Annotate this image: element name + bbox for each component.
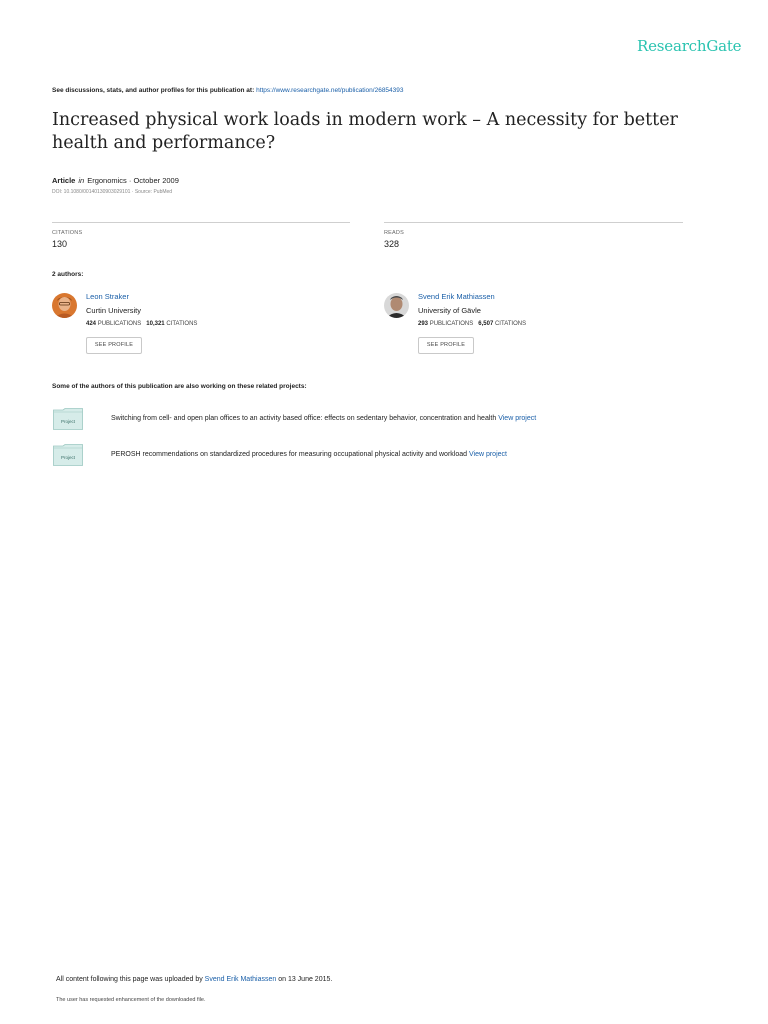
in-word: in [78, 176, 85, 185]
journal-date: Ergonomics · October 2009 [87, 176, 179, 185]
publications-label: PUBLICATIONS [429, 321, 474, 327]
authors-heading: 2 authors: [52, 271, 84, 278]
author-citations-label: CITATIONS [494, 321, 527, 327]
author-citations-count: 6,507 [478, 321, 494, 327]
reads-label: READS [384, 230, 404, 236]
upload-notice [56, 976, 332, 983]
project-folder-label: Project [60, 455, 76, 460]
reads-value: 328 [384, 239, 400, 249]
publication-url-link[interactable]: https://www.researchgate.net/publication/26854393 [256, 87, 404, 94]
upload-prefix: All content following this page was uploaded by [56, 976, 203, 983]
citations-divider [52, 222, 350, 223]
upload-suffix: on 13 June 2015. [278, 976, 333, 983]
author-citations-count: 10,321 [146, 321, 165, 327]
project-item [111, 451, 507, 458]
citations-label: CITATIONS [52, 230, 83, 236]
related-projects-heading: Some of the authors of this publication are also working on these related projects: [52, 383, 307, 390]
view-project-link[interactable]: View project [498, 415, 537, 422]
author-institution: Curtin University [86, 306, 142, 315]
publications-label: PUBLICATIONS [97, 321, 142, 327]
researchgate-logo[interactable]: ResearchGate [637, 37, 742, 55]
view-project-link[interactable]: View project [468, 451, 507, 458]
project-folder-icon[interactable] [53, 444, 83, 471]
project-folder-icon[interactable] [53, 408, 83, 435]
reads-divider [384, 222, 683, 223]
author-institution: University of Gävle [418, 306, 481, 315]
publications-count: 424 [86, 321, 97, 327]
avatar[interactable] [384, 293, 409, 318]
author-name-link[interactable]: Svend Erik Mathiassen [418, 292, 495, 301]
author-citations-label: CITATIONS [166, 321, 198, 327]
article-title: Increased physical work loads in modern work – A necessity for better health and performance? [52, 110, 678, 153]
avatar[interactable] [52, 293, 77, 318]
article-kind: Article [52, 176, 76, 185]
citations-value: 130 [52, 239, 68, 249]
enhancement-note: The user has requested enhancement of the downloaded file. [56, 997, 206, 1003]
project-item [111, 415, 536, 422]
discussions-line [52, 87, 404, 94]
publications-count: 293 [418, 321, 429, 327]
article-meta [52, 176, 179, 185]
project-folder-label: Project [60, 419, 76, 424]
author-name-link[interactable]: Leon Straker [86, 292, 129, 301]
see-profile-button[interactable]: SEE PROFILE [418, 337, 474, 354]
see-profile-button[interactable]: SEE PROFILE [86, 337, 142, 354]
author-stats [86, 321, 197, 327]
project-description: PEROSH recommendations on standardized procedures for measuring occupational physical activity and workload [111, 451, 468, 458]
uploader-link[interactable]: Svend Erik Mathiassen [204, 976, 277, 983]
project-description: Switching from cell- and open plan offices to an activity based office: effects on sedentary behavior, concentration and health [111, 415, 497, 422]
doi-source: DOI: 10.1080/00140130903029101 · Source: PubMed [52, 189, 173, 195]
author-stats [418, 321, 526, 327]
discussions-prefix: See discussions, stats, and author profiles for this publication at: [52, 87, 255, 94]
